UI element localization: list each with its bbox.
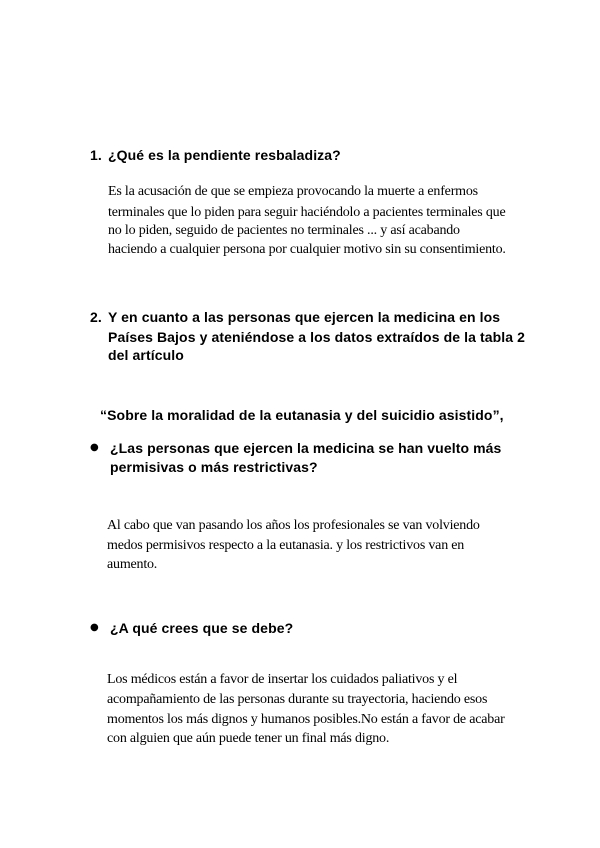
question-2-title-line: del artículo xyxy=(108,347,184,363)
question-2-title-line: Y en cuanto a las personas que ejercen la medicina en los xyxy=(108,309,501,325)
bullet-answer-1-line: aumento. xyxy=(107,557,158,572)
bullet-question-2-line: ¿A qué crees que se debe? xyxy=(110,620,294,636)
bullet-answer-2-line: acompañamiento de las personas durante su trayectoria, haciendo esos xyxy=(107,692,488,707)
bullet-answer-1-line: Al cabo que van pasando los años los profesionales se van volviendo xyxy=(107,518,480,533)
question-1-title: ¿Qué es la pendiente resbaladiza? xyxy=(108,147,341,163)
answer-1-line: Es la acusación de que se empieza provocando la muerte a enfermos xyxy=(108,184,478,199)
question-1-number: 1. xyxy=(90,147,102,163)
bullet-answer-2-line: con alguien que aún puede tener un final más digno. xyxy=(107,731,390,746)
bullet-question-1-line: ¿Las personas que ejercen la medicina se han vuelto más xyxy=(110,440,502,456)
bullet-answer-1-line: medos permisivos respecto a la eutanasia. y los restrictivos van en xyxy=(107,538,465,553)
answer-1-line: terminales que lo piden para seguir haciéndolo a pacientes terminales que xyxy=(108,205,506,220)
bullet-icon: ● xyxy=(90,622,99,633)
bullet-question-1-line: permisivas o más restrictivas? xyxy=(110,459,318,475)
question-2-number: 2. xyxy=(90,309,102,325)
bullet-icon: ● xyxy=(90,442,99,453)
answer-1-line: no lo piden, seguido de pacientes no terminales ... y así acabando xyxy=(108,223,460,238)
question-2-title-line: Países Bajos y ateniéndose a los datos extraídos de la tabla 2 xyxy=(108,329,526,345)
bullet-answer-2-line: momentos los más dignos y humanos posibles.No están a favor de acabar xyxy=(107,712,505,727)
bullet-answer-2-line: Los médicos están a favor de insertar los cuidados paliativos y el xyxy=(107,672,458,687)
answer-1-line: haciendo a cualquier persona por cualquier motivo sin su consentimiento. xyxy=(108,242,506,257)
article-title-text: “Sobre la moralidad de la eutanasia y del suicidio asistido”, xyxy=(100,407,504,423)
